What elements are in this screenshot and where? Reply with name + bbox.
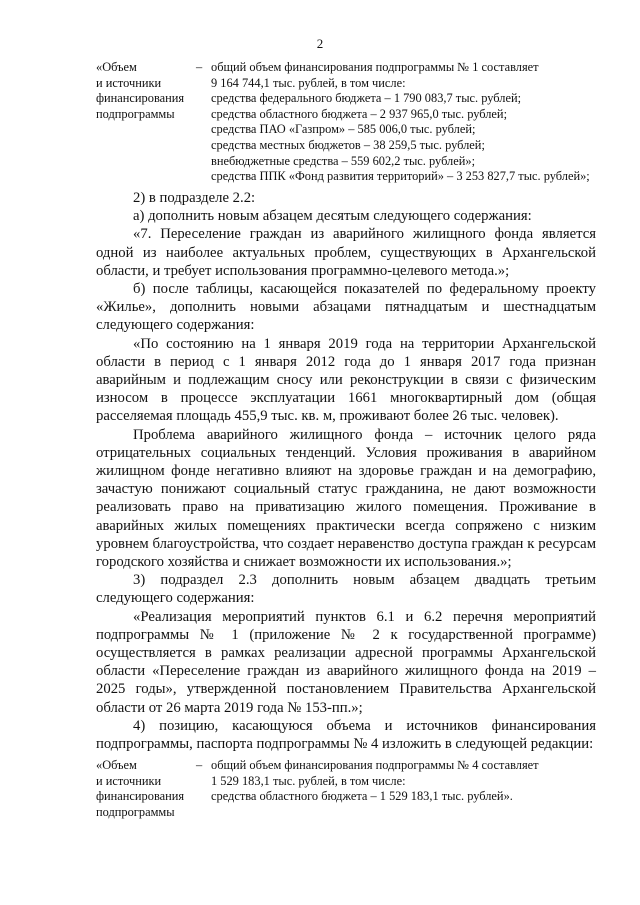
funding-table-values <box>211 758 601 805</box>
value-line: средства областного бюджета – 2 937 965,0 тыс. рублей; <box>211 106 508 121</box>
value-line: общий объем финансирования подпрограммы № 4 составляет <box>211 758 539 772</box>
dash-separator: – <box>196 60 203 74</box>
value-line: средства ПАО «Газпром» – 585 006,0 тыс. рублей; <box>211 122 476 137</box>
paragraph: а) дополнить новым абзацем десятым следующего содержания: <box>133 208 532 225</box>
label-line: подпрограммы <box>96 106 175 121</box>
label-line: «Объем <box>96 60 137 74</box>
label-line: финансирования <box>96 789 185 804</box>
paragraph: 2) в подразделе 2.2: <box>133 190 256 206</box>
funding-table-label <box>96 60 196 122</box>
value-line: общий объем финансирования подпрограммы № 1 составляет <box>211 60 539 74</box>
label-line: подпрограммы <box>96 804 175 819</box>
paragraph: «Реализация мероприятий пунктов 6.1 и 6.2 перечня мероприятий подпрограммы № 1 (приложение № 2 к государственной программе) осуществляется в рамках реализации адресной программы Архангельской области «Переселение граждан из аварийного жилищного фонда на 2019 – 2025 годы», утвержденной постановлением Правительства Архангельской области от 26 марта 2019 года № 153-пп.»; <box>96 608 596 716</box>
label-line: и источники <box>96 75 162 90</box>
value-line: внебюджетные средства – 559 602,2 тыс. рублей»; <box>211 153 476 168</box>
paragraph: б) после таблицы, касающейся показателей по федеральному проекту «Жилье», дополнить новыми абзацами пятнадцатым и шестнадцатым следующего содержания: <box>96 281 596 334</box>
value-line: средства областного бюджета – 1 529 183,1 тыс. рублей». <box>211 789 513 804</box>
funding-table-subprogram-4 <box>96 758 596 824</box>
paragraph: «По состоянию на 1 января 2019 года на территории Архангельской области в период с 1 января 2012 года до 1 января 2017 года признан аварийным и подлежащим сносу или реконструкции в связи с физическим износом в процессе эксплуатации 1661 многоквартирный дом (общая расселяемая площадь 455,9 тыс. кв. м, проживают более 26 тыс. человек). <box>96 335 596 425</box>
paragraph: Проблема аварийного жилищного фонда – источник целого ряда отрицательных социальных тенденций. Условия проживания в аварийном жилищном фонде негативно влияют на здоровье граждан и на демографию, зачастую понижают социальный статус гражданина, не дают возможности реализовать право на приватизацию жилого помещения. Проживание в аварийных жилых помещениях практически всегда сопряжено с низким уровнем благоустройства, что создает неравенство доступа граждан к ресурсам городского хозяйства и снижает возможности их использования.»; <box>96 426 596 571</box>
value-line: средства местных бюджетов – 38 259,5 тыс. рублей; <box>211 137 485 152</box>
value-line: средства ППК «Фонд развития территорий» – 3 253 827,7 тыс. рублей»; <box>211 169 590 184</box>
funding-table-subprogram-1 <box>96 60 596 185</box>
funding-table-values <box>211 60 601 185</box>
label-line: финансирования <box>96 91 185 106</box>
label-line: и источники <box>96 773 162 788</box>
document-body <box>96 189 596 753</box>
value-line: средства федерального бюджета – 1 790 083,7 тыс. рублей; <box>211 91 522 106</box>
value-line: 9 164 744,1 тыс. рублей, в том числе: <box>211 75 406 90</box>
paragraph: «7. Переселение граждан из аварийного жилищного фонда является одной из наиболее актуальных проблем, существующих в Архангельской области, и требует использования программно-целевого метода.»; <box>96 226 596 279</box>
paragraph: 4) позицию, касающуюся объема и источников финансирования подпрограммы, паспорта подпрограммы № 4 изложить в следующей редакции: <box>96 717 596 753</box>
label-line: «Объем <box>96 758 137 772</box>
dash-separator: – <box>196 758 203 772</box>
paragraph: 3) подраздел 2.3 дополнить новым абзацем двадцать третьим следующего содержания: <box>96 572 596 607</box>
funding-table-label <box>96 758 196 820</box>
page-number: 2 <box>316 36 324 51</box>
value-line: 1 529 183,1 тыс. рублей, в том числе: <box>211 773 406 788</box>
